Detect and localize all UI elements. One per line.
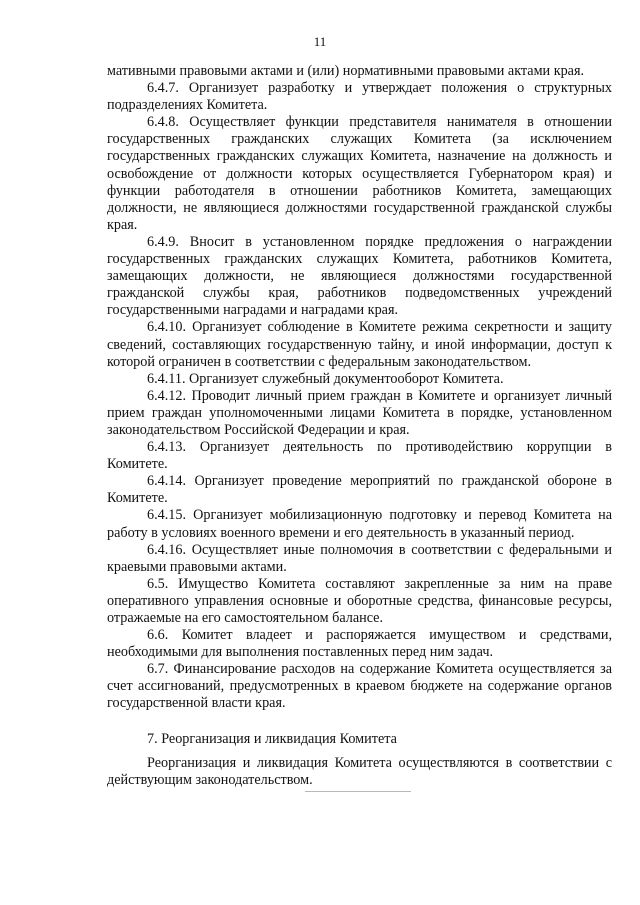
paragraph-6-4-15: 6.4.15. Организует мобилизационную подготовку и перевод Комитета на работу в условиях военного времени и его деятельность в указанный период. bbox=[107, 507, 612, 541]
section-heading: 7. Реорганизация и ликвидация Комитета bbox=[147, 730, 397, 747]
paragraph-6-4-14: 6.4.14. Организует проведение мероприятий по гражданской обороне в Комитете. bbox=[107, 473, 612, 507]
document-body bbox=[107, 63, 612, 789]
paragraph-6-4-8: 6.4.8. Осуществляет функции представителя нанимателя в отношении государственных гражданских служащих Комитета (за исключением государственных гражданских служащих Комитета, назначение на должность и освобождение от должности которых осуществляется Губернатором края) и функции работодателя в отношении работников Комитета, замещающих должности, не являющиеся должностями государственной гражданской службы края. bbox=[107, 114, 612, 233]
paragraph-6-4-9: 6.4.9. Вносит в установленном порядке предложения о награждении государственных гражданских служащих Комитета, работников Комитета, замещающих должности, не являющиеся должностями государственной гражданской службы края, работников подведомственных учреждений государственными наградами и наградами края. bbox=[107, 233, 612, 319]
end-divider bbox=[305, 791, 411, 792]
paragraph-continuation: мативными правовыми актами и (или) нормативными правовыми актами края. bbox=[107, 63, 585, 79]
page-number: 11 bbox=[313, 34, 327, 49]
paragraph-6-4-11: 6.4.11. Организует служебный документооборот Комитета. bbox=[147, 370, 504, 387]
paragraph-6-4-13: 6.4.13. Организует деятельность по противодействию коррупции в Комитете. bbox=[107, 439, 612, 473]
paragraph-6-6: 6.6. Комитет владеет и распоряжается имуществом и средствами, необходимыми для выполнения поставленных перед ним задач. bbox=[107, 627, 612, 661]
paragraph-6-4-7: 6.4.7. Организует разработку и утверждает положения о структурных подразделениях Комитета. bbox=[107, 80, 612, 114]
paragraph-6-4-10: 6.4.10. Организует соблюдение в Комитете режима секретности и защиту сведений, составляющих государственную тайну, и иной информации, доступ к которой ограничен в соответствии с федеральным законодательством. bbox=[107, 319, 612, 370]
paragraph-6-5: 6.5. Имущество Комитета составляют закрепленные за ним на праве оперативного управления основные и оборотные средства, финансовые ресурсы, отражаемые на его самостоятельном балансе. bbox=[107, 575, 612, 626]
section-paragraph: Реорганизация и ликвидация Комитета осуществляются в соответствии с действующим законодательством. bbox=[107, 754, 612, 788]
paragraph-6-4-12: 6.4.12. Проводит личный прием граждан в Комитете и организует личный прием граждан уполномоченными лицами Комитета в порядке, установленном законодательством Российской Федерации и края. bbox=[107, 387, 612, 438]
paragraph-6-4-16: 6.4.16. Осуществляет иные полномочия в соответствии с федеральными и краевыми правовыми актами. bbox=[107, 541, 612, 575]
paragraph-6-7: 6.7. Финансирование расходов на содержание Комитета осуществляется за счет ассигнований, предусмотренных в краевом бюджете на содержание органов государственной власти края. bbox=[107, 661, 612, 712]
